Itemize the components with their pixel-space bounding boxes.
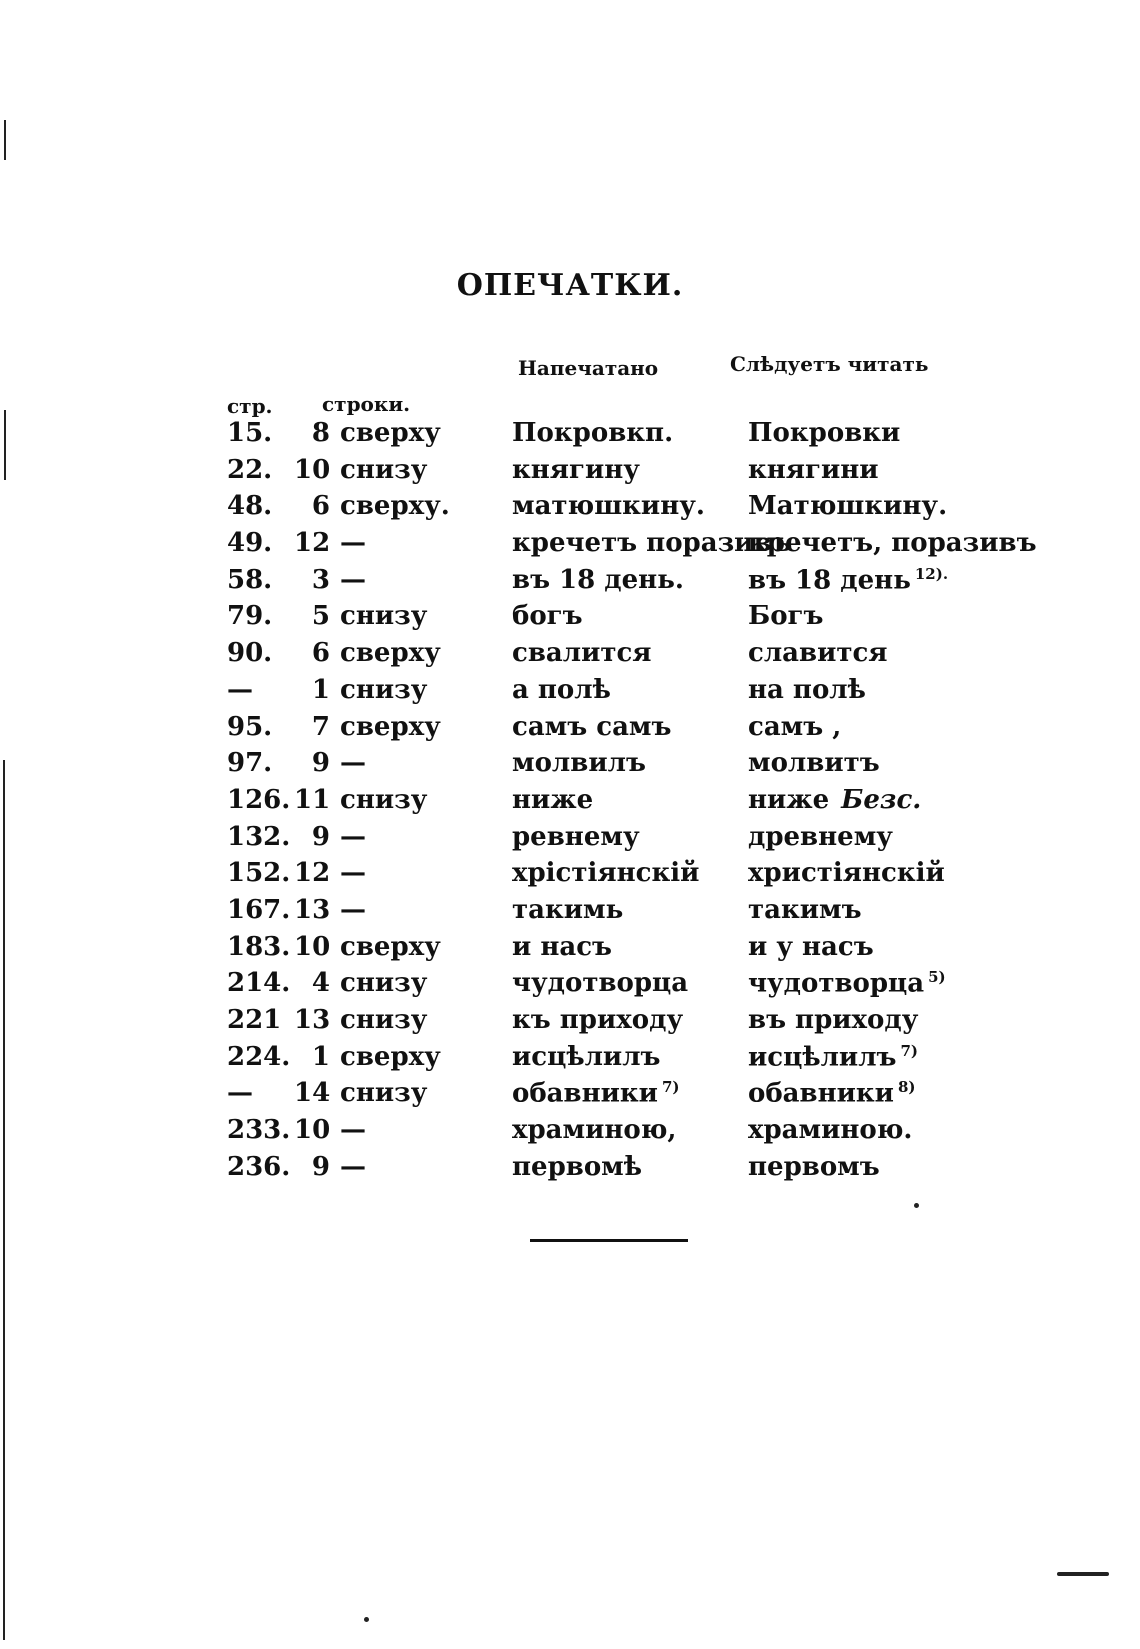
row-line-position — [340, 528, 366, 558]
row-line-position — [340, 1115, 366, 1145]
row-page-text: 97. — [227, 748, 273, 779]
row-page-text: 152. — [227, 858, 291, 889]
row-line-number — [294, 1152, 330, 1182]
row-page — [227, 748, 297, 778]
row-should-read — [748, 638, 888, 668]
row-printed — [512, 1005, 683, 1035]
row-should-read — [748, 418, 900, 448]
row-line-number-text: 13 — [294, 894, 331, 925]
row-should-read-text: самъ , — [748, 711, 842, 742]
row-printed-text: обавники — [512, 1079, 658, 1110]
row-page — [227, 491, 297, 521]
row-printed-text: такимь — [512, 894, 624, 925]
row-should-read — [748, 895, 862, 925]
row-line-position-text: сверху — [340, 638, 441, 669]
row-should-read — [748, 712, 841, 742]
row-page-text: 183. — [227, 931, 291, 962]
row-printed — [512, 712, 671, 742]
row-line-number-text: 7 — [311, 711, 330, 742]
row-line-number — [294, 455, 330, 485]
row-should-read — [748, 932, 874, 962]
row-printed-text: богъ — [512, 601, 583, 632]
row-line-position-text: — — [340, 528, 366, 559]
row-line-position — [340, 895, 366, 925]
row-should-read-text: такимъ — [748, 894, 862, 925]
row-line-number-text: 10 — [294, 931, 331, 962]
row-printed-text: исцѣлилъ — [512, 1041, 661, 1072]
row-page — [227, 785, 297, 815]
row-printed — [512, 932, 612, 962]
row-page — [227, 822, 297, 852]
row-line-number-text: 14 — [294, 1078, 331, 1109]
errata-row — [0, 418, 1140, 455]
row-line-position — [340, 748, 366, 778]
row-line-number-text: 11 — [294, 784, 331, 815]
row-printed — [512, 748, 646, 778]
errata-row — [0, 748, 1140, 785]
row-line-number-text: 12 — [294, 528, 331, 559]
row-page — [227, 638, 297, 668]
row-line-number — [294, 822, 330, 852]
row-page — [227, 932, 297, 962]
row-printed — [512, 1152, 642, 1182]
row-page-text: 221 — [227, 1005, 282, 1035]
row-should-read-text: Богъ — [748, 601, 824, 632]
row-line-position — [340, 638, 441, 668]
row-should-read — [748, 748, 880, 778]
row-page — [227, 565, 297, 595]
row-printed — [512, 968, 688, 998]
row-page-text: 49. — [227, 528, 273, 559]
errata-row — [0, 565, 1140, 602]
row-should-read-text: исцѣлилъ — [748, 1042, 897, 1073]
row-line-number — [294, 638, 330, 668]
row-line-number — [294, 1078, 330, 1108]
row-line-number — [294, 1042, 330, 1072]
row-printed-text: матюшкину. — [512, 491, 705, 522]
row-printed — [512, 1115, 676, 1145]
row-page-text: 22. — [227, 454, 273, 485]
row-page — [227, 601, 297, 631]
row-line-number-text: 12 — [294, 858, 331, 889]
row-printed — [512, 601, 583, 631]
row-line-number — [294, 968, 330, 998]
row-line-number-text: 8 — [311, 418, 330, 448]
errata-row — [0, 968, 1140, 1005]
row-page — [227, 1152, 297, 1182]
errata-row — [0, 1042, 1140, 1079]
errata-row — [0, 1152, 1140, 1189]
row-printed-text: Покровкп. — [512, 418, 674, 448]
row-page-text: 132. — [227, 821, 291, 852]
row-line-position-text: — — [340, 1151, 366, 1182]
header-page: стр. — [227, 394, 273, 418]
row-should-read — [748, 1078, 916, 1109]
row-line-position-text: снизу — [340, 1078, 428, 1109]
row-should-read — [748, 565, 948, 596]
row-line-position-text: — — [340, 564, 366, 595]
row-page — [227, 712, 297, 742]
row-printed — [512, 638, 652, 668]
row-printed-text: ниже — [512, 784, 594, 815]
row-line-position — [340, 491, 450, 521]
row-line-number — [294, 1005, 330, 1035]
row-line-position-text: сверху — [340, 931, 441, 962]
row-should-read — [748, 1152, 880, 1182]
row-should-read-text: христіянскій — [748, 858, 945, 889]
row-page-text: 48. — [227, 491, 273, 522]
row-should-read-text: молвитъ — [748, 748, 880, 779]
row-printed-text: къ приходу — [512, 1005, 684, 1035]
row-page-text: 58. — [227, 564, 273, 595]
row-line-position — [340, 1152, 366, 1182]
row-line-number — [294, 418, 330, 448]
row-line-position-text: снизу — [340, 601, 428, 632]
row-line-number — [294, 601, 330, 631]
row-should-read-text: обавники — [748, 1079, 894, 1110]
row-line-number-text: 1 — [311, 1041, 330, 1072]
row-should-read-text: въ приходу — [748, 1005, 919, 1035]
row-should-read-text: первомъ — [748, 1151, 880, 1182]
row-page-text: — — [227, 674, 253, 705]
row-line-number — [294, 895, 330, 925]
row-line-number-text: 5 — [311, 601, 330, 632]
row-line-number — [294, 528, 330, 558]
row-printed-text: самъ самъ — [512, 711, 672, 742]
row-page-text: 224. — [227, 1041, 291, 1072]
header-printed: Напечатано — [518, 356, 659, 380]
row-page-text: 90. — [227, 638, 273, 669]
row-printed-footnote: 7) — [661, 1078, 680, 1097]
row-printed-text: княгину — [512, 454, 640, 485]
row-should-read-italic: Безс. — [841, 784, 922, 815]
row-page-text: 167. — [227, 894, 291, 925]
row-should-read — [748, 785, 921, 815]
row-page — [227, 418, 297, 448]
row-line-position — [340, 1005, 427, 1035]
row-page — [227, 968, 297, 998]
row-printed — [512, 785, 593, 815]
row-line-position-text: — — [340, 1115, 366, 1146]
row-line-number — [294, 858, 330, 888]
errata-row — [0, 1078, 1140, 1115]
row-line-position — [340, 1042, 441, 1072]
row-line-number — [294, 1115, 330, 1145]
row-line-position — [340, 601, 427, 631]
row-should-read-text: въ 18 день — [748, 565, 911, 596]
row-line-position — [340, 785, 427, 815]
row-printed — [512, 822, 640, 852]
row-should-read-text: Покровки — [748, 418, 901, 448]
errata-row — [0, 491, 1140, 528]
errata-row — [0, 785, 1140, 822]
row-line-position — [340, 1078, 427, 1108]
row-should-read-text: и у насъ — [748, 931, 874, 962]
row-should-read — [748, 528, 1037, 558]
row-line-position-text: сверху — [340, 1041, 441, 1072]
row-should-read-text: славится — [748, 638, 888, 669]
errata-row — [0, 1005, 1140, 1042]
ink-mark — [1057, 1572, 1109, 1576]
row-should-read-text: кречетъ, поразивъ — [748, 528, 1037, 559]
row-page-text: 95. — [227, 711, 273, 742]
errata-row — [0, 601, 1140, 638]
row-line-number-text: 6 — [311, 491, 330, 522]
row-line-number-text: 10 — [294, 454, 331, 485]
header-line: строки. — [322, 392, 411, 416]
row-printed — [512, 418, 673, 448]
errata-row — [0, 1115, 1140, 1152]
row-page-text: — — [227, 1078, 253, 1109]
errata-row — [0, 455, 1140, 492]
errata-row — [0, 528, 1140, 565]
row-line-position-text: — — [340, 858, 366, 889]
row-line-number — [294, 785, 330, 815]
row-should-read — [748, 1042, 918, 1073]
row-should-read — [748, 1115, 912, 1145]
row-line-number — [294, 748, 330, 778]
row-should-read — [748, 601, 823, 631]
row-line-position — [340, 858, 366, 888]
row-line-position-text: сверху — [340, 711, 441, 742]
row-line-position — [340, 418, 441, 448]
row-line-position-text: — — [340, 821, 366, 852]
row-should-read-text: на полѣ — [748, 674, 866, 705]
row-printed-text: молвилъ — [512, 748, 646, 779]
row-line-number — [294, 712, 330, 742]
row-line-number-text: 9 — [311, 821, 330, 852]
row-printed — [512, 491, 705, 521]
row-printed-text: и насъ — [512, 931, 612, 962]
row-printed — [512, 675, 611, 705]
header-should-read: Слѣдуетъ читать — [730, 352, 929, 376]
row-page — [227, 858, 297, 888]
row-line-position — [340, 932, 441, 962]
speck — [914, 1203, 919, 1208]
row-page — [227, 1042, 297, 1072]
row-should-read-footnote: 5) — [928, 968, 946, 987]
row-page — [227, 895, 297, 925]
row-should-read — [748, 455, 879, 485]
margin-scan-line — [4, 120, 6, 160]
row-should-read-text: княгини — [748, 454, 879, 485]
row-should-read — [748, 968, 946, 999]
row-page-text: 236. — [227, 1151, 291, 1182]
row-should-read-text: ниже — [748, 784, 830, 815]
row-page — [227, 1078, 297, 1108]
errata-row — [0, 638, 1140, 675]
row-printed — [512, 455, 640, 485]
row-line-position-text: — — [340, 894, 366, 925]
row-printed-text: хрістіянскій — [512, 858, 700, 889]
row-line-number — [294, 491, 330, 521]
speck — [364, 1617, 369, 1622]
row-should-read-text: древнему — [748, 821, 893, 852]
errata-row — [0, 858, 1140, 895]
closing-rule — [530, 1239, 688, 1242]
row-printed-text: свалится — [512, 638, 652, 669]
row-line-number — [294, 675, 330, 705]
row-printed-text: ревнему — [512, 821, 640, 852]
row-should-read — [748, 675, 866, 705]
row-line-number-text: 9 — [311, 748, 330, 779]
row-line-number — [294, 932, 330, 962]
row-page-text: 233. — [227, 1115, 291, 1146]
row-printed-text: въ 18 день. — [512, 564, 684, 595]
row-line-number-text: 1 — [311, 674, 330, 705]
row-printed — [512, 1078, 680, 1109]
row-line-position — [340, 712, 441, 742]
row-should-read — [748, 491, 947, 521]
errata-table — [0, 418, 1140, 1188]
row-line-number-text: 6 — [311, 638, 330, 669]
row-line-number — [294, 565, 330, 595]
row-should-read — [748, 858, 945, 888]
row-line-position — [340, 968, 427, 998]
row-line-number-text: 3 — [311, 564, 330, 595]
row-line-position-text: снизу — [340, 454, 428, 485]
row-printed — [512, 895, 623, 925]
row-page-text: 79. — [227, 601, 273, 632]
row-line-position — [340, 455, 427, 485]
errata-row — [0, 675, 1140, 712]
row-should-read-text: чудотворца — [748, 968, 925, 999]
row-line-position-text: сверху. — [340, 491, 450, 522]
row-should-read — [748, 822, 893, 852]
row-line-position — [340, 675, 427, 705]
row-printed-text: храминою, — [512, 1115, 677, 1146]
row-printed-text: а полѣ — [512, 674, 611, 705]
row-line-position — [340, 565, 366, 595]
errata-row — [0, 822, 1140, 859]
row-page — [227, 675, 297, 705]
row-line-position-text: снизу — [340, 1005, 428, 1035]
row-page — [227, 528, 297, 558]
row-page — [227, 455, 297, 485]
row-printed-text: чудотворца — [512, 968, 689, 999]
row-line-number-text: 10 — [294, 1115, 331, 1146]
errata-row — [0, 712, 1140, 749]
errata-row — [0, 932, 1140, 969]
row-should-read-text: Матюшкину. — [748, 491, 948, 522]
row-printed — [512, 565, 684, 595]
row-should-read-footnote: 12). — [914, 564, 949, 583]
row-line-number-text: 9 — [311, 1151, 330, 1182]
row-should-read — [748, 1005, 918, 1035]
row-line-position-text: снизу — [340, 674, 428, 705]
row-printed — [512, 1042, 661, 1072]
row-page-text: 214. — [227, 968, 291, 999]
errata-title: ОПЕЧАТКИ. — [456, 268, 684, 303]
row-line-position-text: сверху — [340, 418, 441, 448]
row-printed-text: кречетъ поразивъ — [512, 528, 792, 559]
row-page-text: 15. — [227, 418, 273, 448]
row-line-position-text: снизу — [340, 784, 428, 815]
row-page — [227, 1115, 297, 1145]
row-page-text: 126. — [227, 784, 291, 815]
row-should-read-text: храминою. — [748, 1115, 913, 1146]
row-should-read-footnote: 7) — [900, 1041, 919, 1060]
row-printed — [512, 858, 699, 888]
row-printed-text: первомѣ — [512, 1151, 643, 1182]
row-should-read-footnote: 8) — [897, 1078, 916, 1097]
row-line-position-text: — — [340, 748, 366, 779]
row-line-number-text: 13 — [294, 1005, 331, 1035]
row-page — [227, 1005, 297, 1035]
row-line-position-text: снизу — [340, 968, 428, 999]
errata-row — [0, 895, 1140, 932]
row-line-position — [340, 822, 366, 852]
row-line-number-text: 4 — [311, 968, 330, 999]
